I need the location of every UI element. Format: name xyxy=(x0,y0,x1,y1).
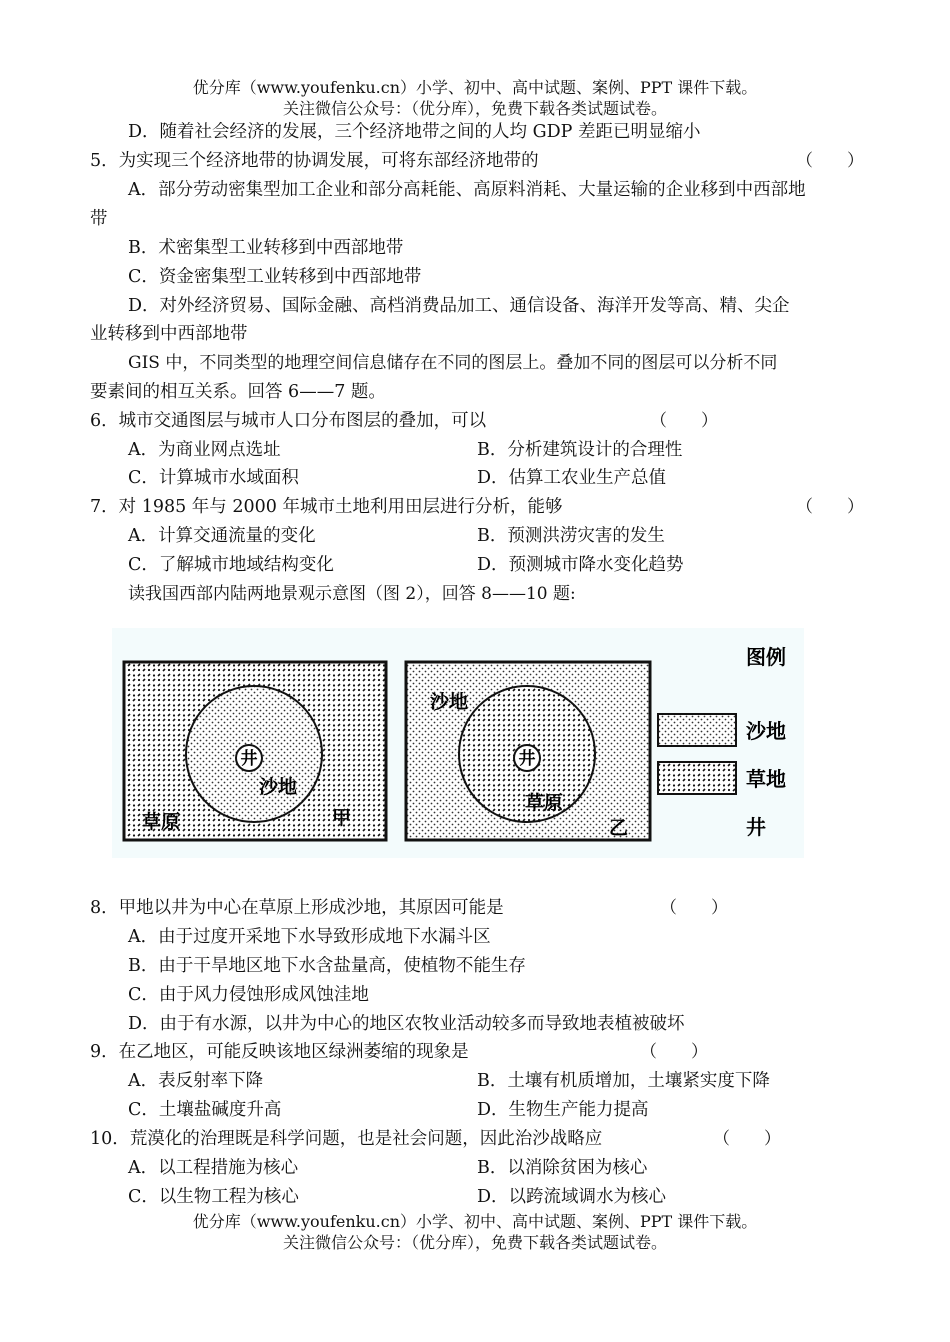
q7-option-b: B．预测洪涝灾害的发生 xyxy=(477,526,665,546)
q5-option-b: B．术密集型工业转移到中西部地带 xyxy=(128,238,404,258)
q9-option-d: D．生物生产能力提高 xyxy=(477,1100,649,1120)
q10-option-a: A．以工程措施为核心 xyxy=(128,1158,299,1178)
q9-option-b: B．土壤有机质增加，土壤紧实度下降 xyxy=(477,1071,770,1091)
q9-option-c: C．土壤盐碱度升高 xyxy=(128,1100,282,1120)
legend-well-label: 井 xyxy=(746,815,766,839)
q7-option-c: C．了解城市地域结构变化 xyxy=(128,555,334,575)
q10-answer-blank: （ ） xyxy=(713,1129,781,1149)
gis-intro-line2: 要素间的相互关系。回答 6——7 题。 xyxy=(90,382,386,402)
legend-title: 图例 xyxy=(746,645,786,669)
q8-option-b: B．由于干旱地区地下水含盐量高，使植物不能生存 xyxy=(128,956,526,976)
yi-well-label: 井 xyxy=(518,749,536,769)
jia-sand-label: 沙地 xyxy=(259,776,298,798)
yi-name-label: 乙 xyxy=(609,817,629,839)
q8-option-a: A．由于过度开采地下水导致形成地下水漏斗区 xyxy=(128,927,491,947)
q5-option-d-line2: 业转移到中西部地带 xyxy=(90,324,248,344)
q5-option-d-line1: D．对外经济贸易、国际金融、高档消费品加工、通信设备、海洋开发等高、精、尖企 xyxy=(128,296,790,316)
q8-answer-blank: （ ） xyxy=(660,898,728,918)
q10-stem: 10．荒漠化的治理既是科学问题，也是社会问题，因此治沙战略应 xyxy=(90,1129,603,1149)
header-line-1: 优分库（www.youfenku.cn）小学、初中、高中试题、案例、PPT 课件下载。 xyxy=(192,78,758,97)
q5-option-c: C．资金密集型工业转移到中西部地带 xyxy=(128,267,422,287)
legend-sand-label: 沙地 xyxy=(746,719,786,743)
q7-option-d: D．预测城市降水变化趋势 xyxy=(477,555,684,575)
yi-sand-label: 沙地 xyxy=(430,691,469,713)
header-line-2: 关注微信公众号：（优分库），免费下载各类试题试卷。 xyxy=(282,99,667,118)
jia-well-label: 井 xyxy=(240,749,258,769)
q6-option-d: D．估算工农业生产总值 xyxy=(477,468,667,488)
gis-intro-line1: GIS 中，不同类型的地理空间信息储存在不同的图层上。叠加不同的图层可以分析不同 xyxy=(128,353,778,373)
q5-option-a-line2: 带 xyxy=(90,209,108,229)
q6-option-b: B．分析建筑设计的合理性 xyxy=(477,440,683,460)
figure-intro: 读我国西部内陆两地景观示意图（图 2），回答 8——10 题: xyxy=(128,584,576,604)
q4-option-d: D．随着社会经济的发展，三个经济地带之间的人均 GDP 差距已明显缩小 xyxy=(128,122,701,142)
legend-sand-swatch xyxy=(658,714,736,746)
jia-grass-label: 草原 xyxy=(142,811,181,833)
q8-stem: 8．甲地以井为中心在草原上形成沙地，其原因可能是 xyxy=(90,898,504,918)
q6-option-a: A．为商业网点选址 xyxy=(128,440,281,460)
q5-answer-blank: （ ） xyxy=(796,151,864,171)
q8-option-d: D．由于有水源，以井为中心的地区农牧业活动较多而导致地表植被破坏 xyxy=(128,1014,685,1034)
legend-grass-swatch xyxy=(658,762,736,794)
q6-stem: 6．城市交通图层与城市人口分布图层的叠加，可以 xyxy=(90,411,487,431)
q9-option-a: A．表反射率下降 xyxy=(128,1071,264,1091)
q10-option-b: B．以消除贫困为核心 xyxy=(477,1158,648,1178)
q7-answer-blank: （ ） xyxy=(796,497,864,517)
q6-option-c: C．计算城市水域面积 xyxy=(128,468,299,488)
landscape-figure xyxy=(112,628,804,868)
q6-answer-blank: （ ） xyxy=(650,411,718,431)
jia-name-label: 甲 xyxy=(332,807,352,829)
q9-answer-blank: （ ） xyxy=(640,1042,708,1062)
footer-line-2: 关注微信公众号：（优分库），免费下载各类试题试卷。 xyxy=(282,1233,667,1252)
q8-option-c: C．由于风力侵蚀形成风蚀洼地 xyxy=(128,985,369,1005)
q7-stem: 7．对 1985 年与 2000 年城市土地利用田层进行分析，能够 xyxy=(90,497,563,517)
q10-option-d: D．以跨流域调水为核心 xyxy=(477,1187,667,1207)
q9-stem: 9．在乙地区，可能反映该地区绿洲萎缩的现象是 xyxy=(90,1042,469,1062)
q5-option-a-line1: A．部分劳动密集型加工企业和部分高耗能、高原料消耗、大量运输的企业移到中西部地 xyxy=(128,180,806,200)
q5-stem: 5．为实现三个经济地带的协调发展，可将东部经济地带的 xyxy=(90,151,539,171)
footer-line-1: 优分库（www.youfenku.cn）小学、初中、高中试题、案例、PPT 课件下载。 xyxy=(192,1212,758,1231)
legend-grass-label: 草地 xyxy=(746,767,786,791)
q10-option-c: C．以生物工程为核心 xyxy=(128,1187,299,1207)
q7-option-a: A．计算交通流量的变化 xyxy=(128,526,316,546)
yi-grass-label: 草原 xyxy=(525,792,564,814)
